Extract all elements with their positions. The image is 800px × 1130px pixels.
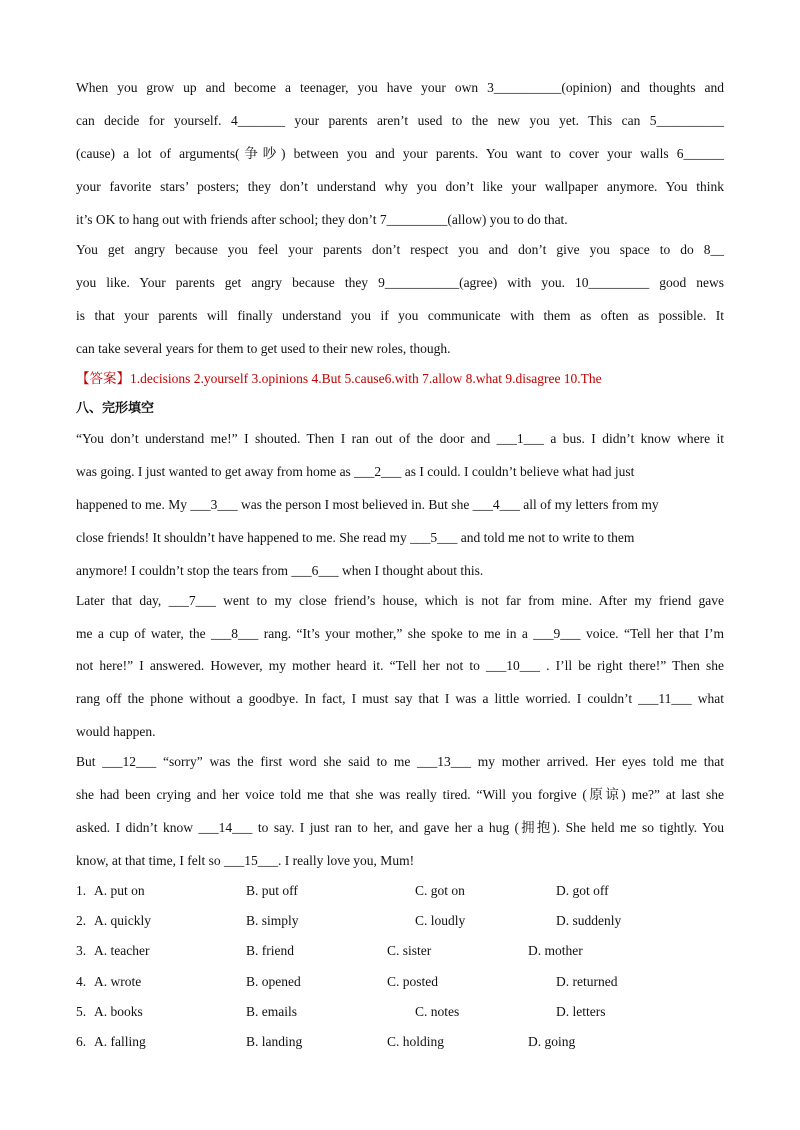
passage-line: she had been crying and her voice told me that she was really tired. “Will you forgive (原谅) me?” at last she: [76, 787, 724, 802]
passage-line: (cause) a lot of arguments(争吵) between you and your parents. You want to cover your walls 6______: [76, 146, 724, 161]
passage-line: know, at that time, I felt so ___15___. I really love you, Mum!: [76, 853, 415, 868]
passage-line: can take several years for them to get used to their new roles, though.: [76, 341, 451, 356]
option-d: D. suddenly: [556, 913, 622, 928]
question-number: 1.: [76, 883, 87, 898]
question-number: 4.: [76, 974, 87, 989]
passage-line: anymore! I couldn’t stop the tears from ___6___ when I thought about this.: [76, 563, 484, 578]
option-a: A. teacher: [94, 943, 150, 958]
option-a: A. falling: [94, 1034, 146, 1049]
option-d: D. got off: [556, 883, 609, 898]
question-number: 6.: [76, 1034, 87, 1049]
passage-line: was going. I just wanted to get away from home as ___2___ as I could. I couldn’t believe what had just: [76, 464, 635, 479]
option-c: C. holding: [387, 1034, 445, 1049]
option-b: B. emails: [246, 1004, 297, 1019]
passage-line: can decide for yourself. 4_______ your parents aren’t used to the new you yet. This can 5__________: [76, 113, 724, 128]
option-c: C. loudly: [415, 913, 466, 928]
option-d: D. mother: [528, 943, 583, 958]
option-c: C. got on: [415, 883, 465, 898]
option-b: B. opened: [246, 974, 301, 989]
passage-line: But ___12___ “sorry” was the first word she said to me ___13___ my mother arrived. Her eyes told me that: [76, 754, 724, 769]
option-d: D. going: [528, 1034, 576, 1049]
answer-key: 【答案】1.decisions 2.yourself 3.opinions 4.But 5.cause6.with 7.allow 8.what 9.disagree 10.The: [76, 371, 602, 386]
passage-line: asked. I didn’t know ___14___ to say. I just ran to her, and gave her a hug (拥抱). She held me so tightly. You: [76, 820, 724, 835]
question-number: 3.: [76, 943, 87, 958]
option-a: A. wrote: [94, 974, 142, 989]
passage-line: would happen.: [76, 724, 156, 739]
passage-line: Later that day, ___7___ went to my close friend’s house, which is not far from mine. After my friend gave: [76, 593, 724, 608]
passage-line: your favorite stars’ posters; they don’t understand why you don’t like your wallpaper anymore. You think: [76, 179, 724, 194]
passage-line: When you grow up and become a teenager, you have your own 3__________(opinion) and thoughts and: [76, 80, 724, 95]
passage-line: you like. Your parents get angry because they 9___________(agree) with you. 10_________ good news: [76, 275, 724, 290]
option-b: B. put off: [246, 883, 298, 898]
option-b: B. simply: [246, 913, 299, 928]
option-a: A. quickly: [94, 913, 151, 928]
passage-line: rang off the phone without a goodbye. In fact, I must say that I was a little worried. I couldn’t ___11___ what: [76, 691, 724, 706]
option-d: D. letters: [556, 1004, 606, 1019]
question-number: 2.: [76, 913, 87, 928]
option-c: C. sister: [387, 943, 432, 958]
passage-line: close friends! It shouldn’t have happened to me. She read my ___5___ and told me not to write to them: [76, 530, 635, 545]
passage-line: me a cup of water, the ___8___ rang. “It’s your mother,” she spoke to me in a ___9___ voice. “Tell her that I’m: [76, 626, 724, 641]
passage-line: not here!” I answered. However, my mother heard it. “Tell her not to ___10___ . I’ll be right there!” Then she: [76, 658, 724, 673]
passage-line: it’s OK to hang out with friends after school; they don’t 7_________(allow) you to do that.: [76, 212, 568, 227]
option-b: B. landing: [246, 1034, 303, 1049]
option-b: B. friend: [246, 943, 294, 958]
option-a: A. books: [94, 1004, 143, 1019]
option-c: C. notes: [415, 1004, 460, 1019]
question-number: 5.: [76, 1004, 87, 1019]
section-title: 八、完形填空: [76, 401, 155, 416]
passage-line: You get angry because you feel your parents don’t respect you and don’t give you space to do 8__: [76, 242, 724, 257]
option-c: C. posted: [387, 974, 439, 989]
passage-line: is that your parents will finally understand you if you communicate with them as often as possible. It: [76, 308, 724, 323]
option-d: D. returned: [556, 974, 618, 989]
passage-line: “You don’t understand me!” I shouted. Then I ran out of the door and ___1___ a bus. I didn’t know where it: [76, 431, 724, 446]
passage-line: happened to me. My ___3___ was the person I most believed in. But she ___4___ all of my letters from my: [76, 497, 659, 512]
option-a: A. put on: [94, 883, 145, 898]
